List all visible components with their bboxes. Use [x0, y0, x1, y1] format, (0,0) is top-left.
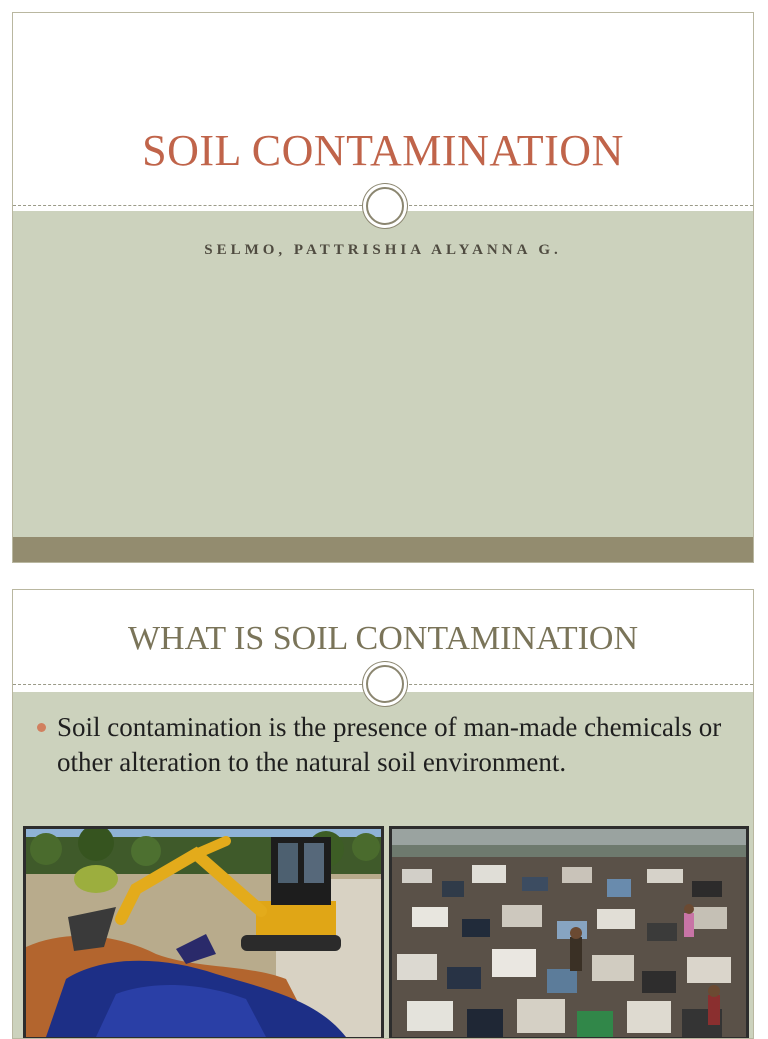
bullet-list	[35, 710, 725, 780]
excavator-photo	[23, 826, 384, 1039]
bullet-icon	[37, 723, 46, 732]
divider-circle-icon	[366, 187, 404, 225]
bullet-text: Soil contamination is the presence of man-made chemicals or other alteration to the natural soil environment.	[57, 712, 722, 777]
footer-band	[13, 537, 753, 563]
landfill-photo	[389, 826, 749, 1039]
bullet-item	[35, 710, 725, 780]
slide-header	[13, 13, 753, 205]
slide-title: WHAT IS SOIL CONTAMINATION	[127, 620, 639, 657]
landfill-image	[392, 829, 746, 1037]
slide-title: SOIL CONTAMINATION	[142, 126, 624, 175]
title-slide	[12, 12, 754, 563]
excavator-image	[26, 829, 381, 1037]
divider-circle-icon	[366, 665, 404, 703]
slide-body	[13, 211, 753, 537]
slide-subtitle: SELMO, PATTRISHIA ALYANNA G.	[204, 242, 562, 258]
content-slide	[12, 589, 754, 1039]
